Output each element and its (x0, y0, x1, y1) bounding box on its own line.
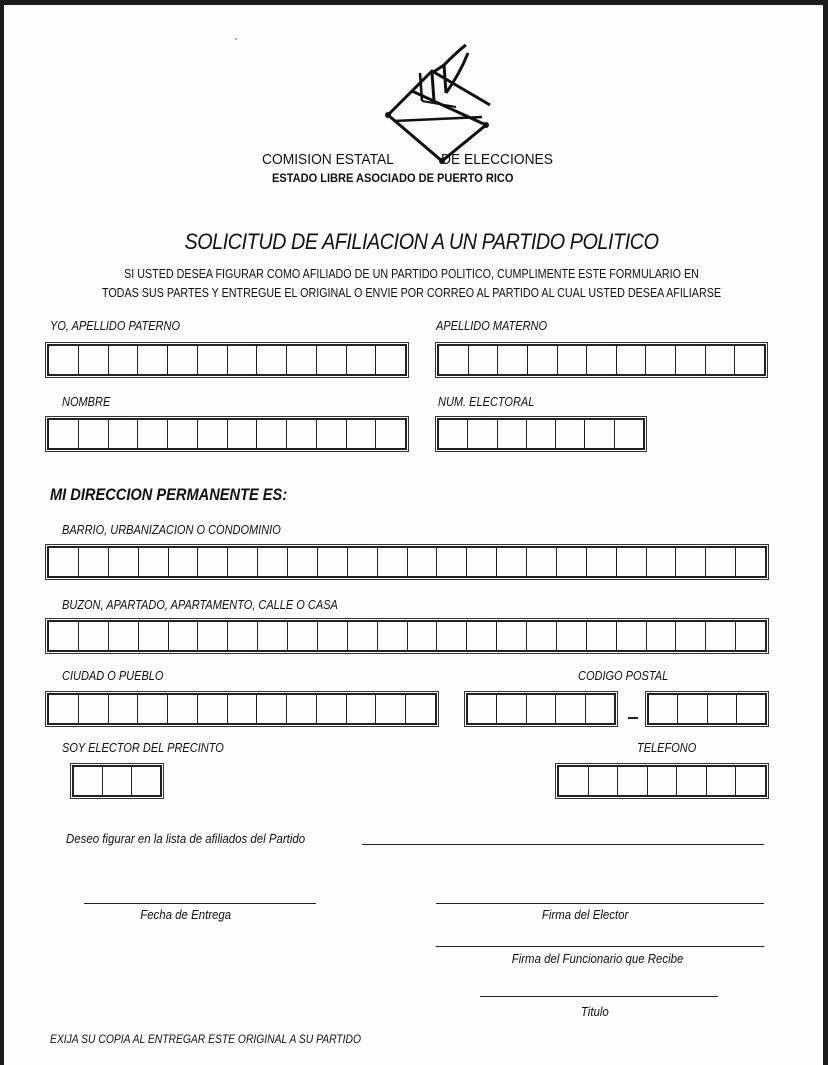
num-electoral-field[interactable] (437, 418, 645, 450)
label-fecha: Fecha de Entrega (140, 907, 232, 922)
input-cell[interactable] (109, 346, 139, 374)
input-cell[interactable] (317, 346, 347, 374)
input-cell[interactable] (258, 622, 288, 650)
input-cell[interactable] (103, 767, 132, 795)
input-cell[interactable] (706, 548, 736, 576)
input-cell[interactable] (258, 548, 288, 576)
input-cell[interactable] (49, 346, 79, 374)
label-barrio: BARRIO, URBANIZACION O CONDOMINIO (62, 523, 281, 537)
input-cell[interactable] (617, 548, 647, 576)
label-firma-funcionario: Firma del Funcionario que Recibe (511, 951, 684, 966)
input-cell[interactable] (347, 695, 377, 723)
input-cell[interactable] (586, 695, 614, 723)
ciudad-field[interactable] (47, 693, 437, 725)
input-cell[interactable] (649, 695, 678, 723)
input-cell[interactable] (168, 420, 198, 448)
input-cell[interactable] (648, 767, 678, 795)
barrio-field[interactable] (47, 546, 767, 578)
input-cell[interactable] (557, 622, 587, 650)
input-cell[interactable] (707, 767, 737, 795)
instructions-line-1: SI USTED DESEA FIGURAR COMO AFILIADO DE UN PARTIDO POLITICO, CUMPLIMENTE ESTE FORMULARIO EN (124, 267, 699, 281)
input-cell[interactable] (198, 695, 228, 723)
input-cell[interactable] (257, 695, 287, 723)
input-cell[interactable] (587, 548, 617, 576)
input-cell[interactable] (408, 622, 438, 650)
input-cell[interactable] (287, 695, 317, 723)
scan-speck (235, 38, 237, 40)
input-cell[interactable] (497, 695, 526, 723)
input-cell[interactable] (527, 695, 556, 723)
input-cell[interactable] (348, 622, 378, 650)
label-ciudad: CIUDAD O PUEBLO (62, 669, 164, 683)
firma-elector-line[interactable] (436, 903, 764, 904)
input-cell[interactable] (228, 420, 258, 448)
input-cell[interactable] (79, 695, 109, 723)
input-cell[interactable] (677, 767, 707, 795)
apellido-paterno-field[interactable] (47, 344, 407, 376)
input-cell[interactable] (228, 548, 258, 576)
input-cell[interactable] (318, 548, 348, 576)
input-cell[interactable] (556, 420, 585, 448)
input-cell[interactable] (347, 346, 377, 374)
form-sheet (4, 5, 823, 1065)
label-codigo-postal: CODIGO POSTAL (578, 669, 669, 683)
input-cell[interactable] (735, 346, 764, 374)
input-cell[interactable] (467, 548, 497, 576)
input-cell[interactable] (706, 622, 736, 650)
input-cell[interactable] (79, 548, 109, 576)
input-cell[interactable] (467, 622, 497, 650)
input-cell[interactable] (138, 695, 168, 723)
input-cell[interactable] (79, 346, 109, 374)
label-num-electoral: NUM. ELECTORAL (438, 395, 535, 409)
precinto-field[interactable] (72, 765, 162, 797)
input-cell[interactable] (736, 548, 765, 576)
address-section-heading: MI DIRECCION PERMANENTE ES: (50, 485, 288, 504)
input-cell[interactable] (437, 622, 467, 650)
input-cell[interactable] (198, 346, 228, 374)
label-apellido-paterno: YO, APELLIDO PATERNO (50, 319, 181, 333)
instructions-line-2: TODAS SUS PARTES Y ENTREGUE EL ORIGINAL O ENVIE POR CORREO AL PARTIDO AL CUAL USTED DESEA AFILIARSE (101, 286, 722, 300)
form-title: SOLICITUD DE AFILIACION A UN PARTIDO POLITICO (184, 229, 659, 254)
label-telefono: TELEFONO (637, 741, 697, 755)
label-firma-elector: Firma del Elector (541, 907, 629, 922)
input-cell[interactable] (498, 346, 528, 374)
input-cell[interactable] (617, 346, 647, 374)
input-cell[interactable] (168, 695, 198, 723)
label-buzon: BUZON, APARTADO, APARTAMENTO, CALLE O CASA (62, 598, 338, 612)
input-cell[interactable] (528, 346, 558, 374)
input-cell[interactable] (257, 420, 287, 448)
org-subtitle: ESTADO LIBRE ASOCIADO DE PUERTO RICO (272, 171, 514, 185)
input-cell[interactable] (257, 346, 287, 374)
input-cell[interactable] (437, 548, 467, 576)
input-cell[interactable] (376, 420, 405, 448)
input-cell[interactable] (497, 548, 527, 576)
titulo-line[interactable] (480, 996, 718, 997)
input-cell[interactable] (169, 622, 199, 650)
input-cell[interactable] (317, 420, 347, 448)
input-cell[interactable] (79, 622, 109, 650)
input-cell[interactable] (676, 622, 706, 650)
input-cell[interactable] (527, 420, 556, 448)
input-cell[interactable] (556, 695, 585, 723)
input-cell[interactable] (676, 548, 706, 576)
input-cell[interactable] (497, 622, 527, 650)
input-cell[interactable] (376, 346, 405, 374)
org-name-left: COMISION ESTATAL (262, 151, 394, 168)
input-cell[interactable] (228, 346, 258, 374)
input-cell[interactable] (469, 346, 499, 374)
input-cell[interactable] (139, 548, 169, 576)
input-cell[interactable] (49, 695, 79, 723)
input-cell[interactable] (49, 420, 79, 448)
input-cell[interactable] (468, 695, 497, 723)
input-cell[interactable] (736, 622, 765, 650)
input-cell[interactable] (618, 767, 648, 795)
label-nombre: NOMBRE (62, 395, 111, 409)
postal-code-dash (628, 717, 638, 719)
input-cell[interactable] (647, 548, 677, 576)
input-cell[interactable] (109, 622, 139, 650)
label-apellido-materno: APELLIDO MATERNO (436, 319, 548, 333)
input-cell[interactable] (169, 548, 199, 576)
label-precinto: SOY ELECTOR DEL PRECINTO (62, 741, 224, 755)
input-cell[interactable] (468, 420, 497, 448)
input-cell[interactable] (132, 767, 160, 795)
input-cell[interactable] (678, 695, 707, 723)
input-cell[interactable] (49, 548, 79, 576)
input-cell[interactable] (138, 420, 168, 448)
input-cell[interactable] (587, 622, 617, 650)
input-cell[interactable] (228, 622, 258, 650)
input-cell[interactable] (287, 346, 317, 374)
input-cell[interactable] (676, 346, 706, 374)
org-name-right: DE ELECCIONES (441, 151, 553, 168)
party-line[interactable] (362, 844, 764, 845)
input-cell[interactable] (348, 548, 378, 576)
telefono-field[interactable] (557, 765, 767, 797)
input-cell[interactable] (589, 767, 619, 795)
input-cell[interactable] (647, 622, 677, 650)
input-cell[interactable] (168, 346, 198, 374)
input-cell[interactable] (706, 346, 736, 374)
input-cell[interactable] (527, 548, 557, 576)
input-cell[interactable] (288, 622, 318, 650)
codigo-postal-field-1[interactable] (466, 693, 616, 725)
footer-note: EXIJA SU COPIA AL ENTREGAR ESTE ORIGINAL A SU PARTIDO (50, 1032, 362, 1046)
input-cell[interactable] (318, 622, 348, 650)
input-cell[interactable] (288, 548, 318, 576)
label-titulo: Titulo (580, 1004, 609, 1019)
input-cell[interactable] (49, 622, 79, 650)
input-cell[interactable] (378, 548, 408, 576)
input-cell[interactable] (376, 695, 406, 723)
label-party: Deseo figurar en la lista de afiliados del Partido (66, 831, 306, 846)
input-cell[interactable] (708, 695, 737, 723)
input-cell[interactable] (408, 548, 438, 576)
input-cell[interactable] (109, 420, 139, 448)
input-cell[interactable] (737, 695, 765, 723)
input-cell[interactable] (347, 420, 377, 448)
input-cell[interactable] (585, 420, 614, 448)
input-cell[interactable] (557, 548, 587, 576)
input-cell[interactable] (615, 420, 643, 448)
fecha-line[interactable] (84, 903, 316, 904)
input-cell[interactable] (317, 695, 347, 723)
input-cell[interactable] (287, 420, 317, 448)
codigo-postal-field-2[interactable] (647, 693, 767, 725)
input-cell[interactable] (109, 695, 139, 723)
input-cell[interactable] (646, 346, 676, 374)
input-cell[interactable] (198, 548, 228, 576)
nombre-field[interactable] (47, 418, 407, 450)
input-cell[interactable] (109, 548, 139, 576)
input-cell[interactable] (736, 767, 765, 795)
input-cell[interactable] (138, 346, 168, 374)
input-cell[interactable] (439, 420, 468, 448)
input-cell[interactable] (559, 767, 589, 795)
input-cell[interactable] (198, 420, 228, 448)
input-cell[interactable] (587, 346, 617, 374)
input-cell[interactable] (527, 622, 557, 650)
input-cell[interactable] (228, 695, 258, 723)
input-cell[interactable] (406, 695, 435, 723)
input-cell[interactable] (139, 622, 169, 650)
apellido-materno-field[interactable] (437, 344, 766, 376)
input-cell[interactable] (198, 622, 228, 650)
input-cell[interactable] (439, 346, 469, 374)
input-cell[interactable] (378, 622, 408, 650)
input-cell[interactable] (74, 767, 103, 795)
input-cell[interactable] (498, 420, 527, 448)
firma-funcionario-line[interactable] (436, 946, 764, 947)
input-cell[interactable] (79, 420, 109, 448)
buzon-field[interactable] (47, 620, 767, 652)
input-cell[interactable] (558, 346, 588, 374)
input-cell[interactable] (617, 622, 647, 650)
